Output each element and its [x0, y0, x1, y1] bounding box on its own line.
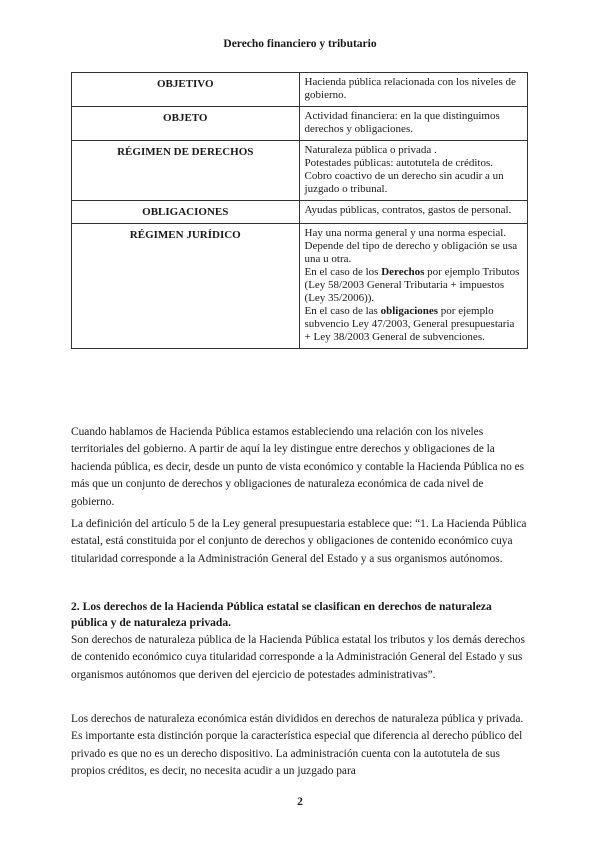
row-value-line: Potestades públicas: autotutela de créditos. [304, 157, 494, 169]
derechos-term: Derechos [381, 266, 425, 278]
summary-table [71, 72, 528, 349]
page-title: Derecho financiero y tributario [223, 38, 377, 50]
table-row-obligaciones [72, 201, 528, 224]
row-label: OBJETO [72, 107, 300, 141]
row-label: RÉGIMEN DE DERECHOS [72, 141, 300, 201]
row-value-intro: Hay una norma general y una norma especial. Depende del tipo de derecho y obligación se usa una u otra. [304, 227, 518, 265]
row-label: RÉGIMEN JURÍDICO [72, 224, 300, 349]
row-value-line: Cobro coactivo de un derecho sin acudir a un juzgado o tribunal. [304, 170, 504, 195]
paragraph-definicion-articulo-5: La definición del artículo 5 de la Ley general presupuestaria establece que: “1. La Hacienda Pública estatal, está constituida por el conjunto de derechos y obligaciones de contenido económico cuya titularidad corresponde a la Administración General del Estado y a sus organismos autónomos. [71, 518, 527, 565]
row-value: Hacienda pública relacionada con los niveles de gobierno. [299, 73, 527, 107]
derechos-post: por ejemplo Tributos (Ley 58/2003 General Tributaria + impuestos (Ley 35/2006)). [304, 266, 520, 304]
paragraph-hacienda-publica: Cuando hablamos de Hacienda Pública estamos estableciendo una relación con los niveles territoriales del gobierno. A partir de aquí la ley distingue entre derechos y obligaciones de la hacienda pública, es decir, desde un punto de vista económico y contable la Hacienda Pública no es más que un conjunto de derechos y obligaciones de naturaleza económica de cada nivel de gobierno. [71, 426, 525, 508]
table-row-objeto [72, 107, 528, 141]
row-value-obligaciones [305, 305, 522, 344]
page-number: 2 [297, 796, 303, 808]
obligaciones-post: por ejemplo subvencio Ley 47/2003, General presupuestaria + Ley 38/2003 General de subvenciones. [304, 305, 515, 343]
obligaciones-pre: En el caso de las [304, 305, 381, 317]
obligaciones-term: obligaciones [380, 305, 439, 317]
table-row-objetivo [72, 73, 528, 107]
row-label: OBJETIVO [72, 73, 300, 107]
row-value: Ayudas públicas, contratos, gastos de personal. [299, 201, 527, 224]
row-value: Actividad financiera: en la que distinguimos derechos y obligaciones. [299, 107, 527, 141]
row-label: OBLIGACIONES [72, 201, 300, 224]
table-row-regimen-derechos [72, 141, 528, 201]
derechos-pre: En el caso de los [304, 266, 382, 278]
row-value-derechos [305, 266, 522, 305]
section-heading-derechos: 2. Los derechos de la Hacienda Pública estatal se clasifican en derechos de naturaleza pública y de naturaleza privada. [71, 600, 492, 629]
row-value [299, 141, 527, 201]
paragraph-derechos-naturaleza-economica: Los derechos de naturaleza económica están divididos en derechos de naturaleza pública y privada. Es importante esta distinción porque la característica especial que diferencia al derecho público del privado es que no es un derecho dispositivo. La administración cuenta con la autotutela de sus propios créditos, es decir, no necesita acudir a un juzgado para [71, 713, 524, 778]
row-value [299, 224, 527, 349]
paragraph-derechos-naturaleza-publica: Son derechos de naturaleza pública de la Hacienda Pública estatal los tributos y los demás derechos de contenido económico cuya titularidad corresponde a la Administración General del Estado y sus organismos autónomos que deriven del ejercicio de potestades administrativas”. [71, 634, 525, 681]
row-value-line: Naturaleza pública o privada . [304, 144, 437, 156]
table-row-regimen-juridico [72, 224, 528, 349]
